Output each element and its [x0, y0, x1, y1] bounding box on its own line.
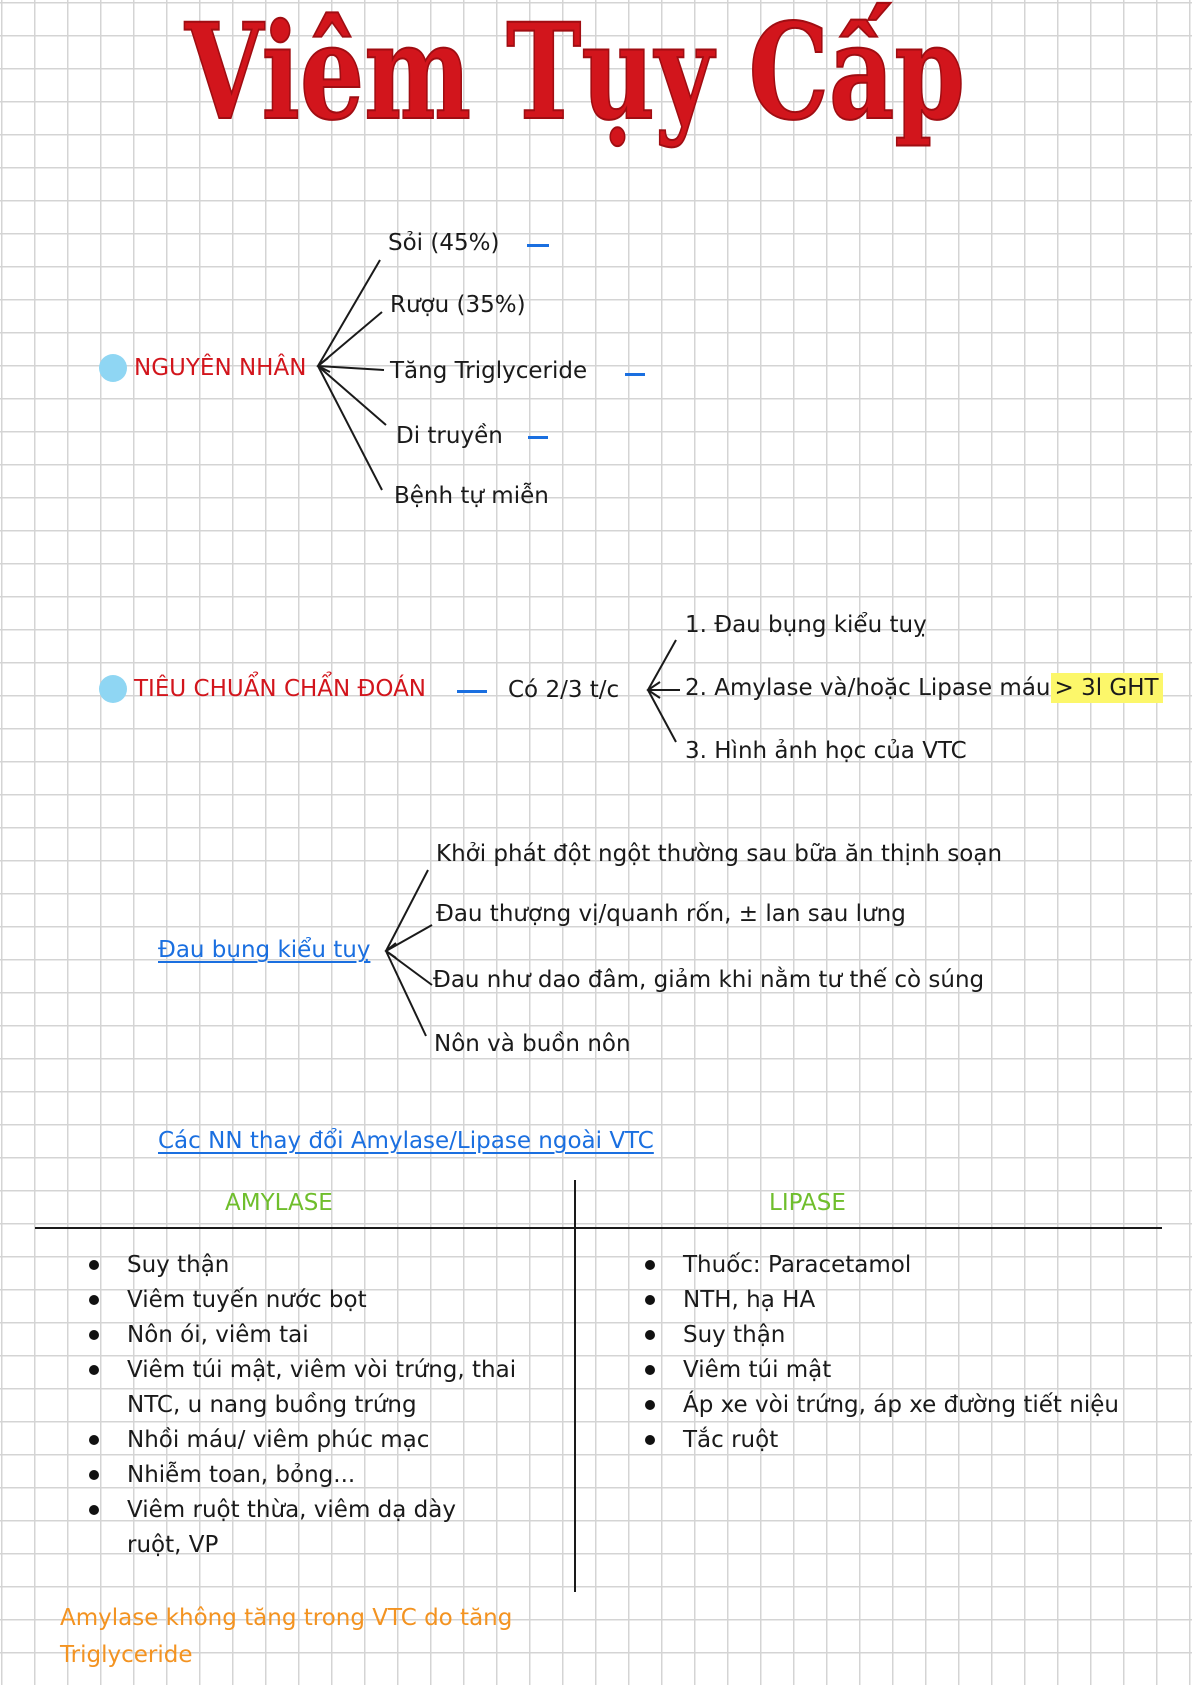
criteria-item	[685, 677, 1163, 700]
cause-item: Di truyền	[396, 423, 503, 449]
lipase-list	[621, 1248, 1181, 1458]
other-causes-heading: Các NN thay đổi Amylase/Lipase ngoài VTC	[158, 1128, 654, 1154]
criteria-item-text: 2. Amylase và/hoặc Lipase máu	[685, 675, 1051, 701]
criteria-bullet-dot	[99, 675, 127, 703]
list-item: Nôn ói, viêm tai	[65, 1318, 525, 1353]
pain-item: Đau như dao đâm, giảm khi nằm tư thế cò súng	[433, 967, 985, 993]
cause-dash-mark	[527, 244, 549, 247]
amylase-list	[65, 1248, 525, 1563]
pain-item: Đau thượng vị/quanh rốn, ± lan sau lưng	[436, 901, 906, 927]
pain-item: Nôn và buồn nôn	[434, 1031, 631, 1057]
list-item: NTH, hạ HA	[621, 1283, 1181, 1318]
cause-item: Rượu (35%)	[390, 292, 526, 318]
cause-bullet-dot	[99, 354, 127, 382]
cause-item: Sỏi (45%)	[388, 230, 500, 256]
criteria-label: TIÊU CHUẨN CHẨN ĐOÁN	[134, 676, 427, 702]
cause-item: Tăng Triglyceride	[390, 358, 588, 384]
page-title: Viêm Tụy Cấp	[184, 0, 965, 150]
cause-dash-mark	[528, 436, 548, 439]
cause-item: Bệnh tự miễn	[394, 483, 549, 509]
criteria-branches	[648, 640, 680, 742]
pain-item: Khởi phát đột ngột thường sau bữa ăn thịnh soạn	[436, 841, 1003, 867]
list-item: Nhồi máu/ viêm phúc mạc	[65, 1423, 525, 1458]
list-item: Viêm túi mật	[621, 1353, 1181, 1388]
criteria-rule: Có 2/3 t/c	[508, 677, 620, 703]
list-item: Thuốc: Paracetamol	[621, 1248, 1181, 1283]
criteria-highlight: > 3l GHT	[1051, 673, 1163, 703]
criteria-item: 1. Đau bụng kiểu tuỵ	[685, 612, 927, 638]
list-item: Suy thận	[65, 1248, 525, 1283]
cause-dash-mark	[625, 373, 645, 376]
list-item: Viêm ruột thừa, viêm dạ dày ruột, VP	[65, 1493, 517, 1563]
list-item: Tắc ruột	[621, 1423, 1181, 1458]
amylase-heading: AMYLASE	[225, 1190, 333, 1216]
lipase-heading: LIPASE	[769, 1190, 846, 1216]
cause-label: NGUYÊN NHÂN	[134, 355, 307, 381]
pain-label: Đau bụng kiểu tuỵ	[158, 937, 371, 963]
pain-branches	[386, 870, 432, 1036]
list-item: Áp xe vòi trứng, áp xe đường tiết niệu	[621, 1388, 1181, 1423]
list-item: Viêm túi mật, viêm vòi trứng, thai NTC, u nang buồng trứng	[65, 1353, 517, 1423]
list-item: Nhiễm toan, bỏng...	[65, 1458, 525, 1493]
amylase-note: Amylase không tăng trong VTC do tăng Triglyceride	[60, 1605, 513, 1668]
list-item: Suy thận	[621, 1318, 1181, 1353]
criteria-item: 3. Hình ảnh học của VTC	[685, 738, 967, 764]
cause-branches	[318, 260, 386, 490]
criteria-dash-mark	[457, 690, 487, 693]
list-item: Viêm tuyến nước bọt	[65, 1283, 525, 1318]
